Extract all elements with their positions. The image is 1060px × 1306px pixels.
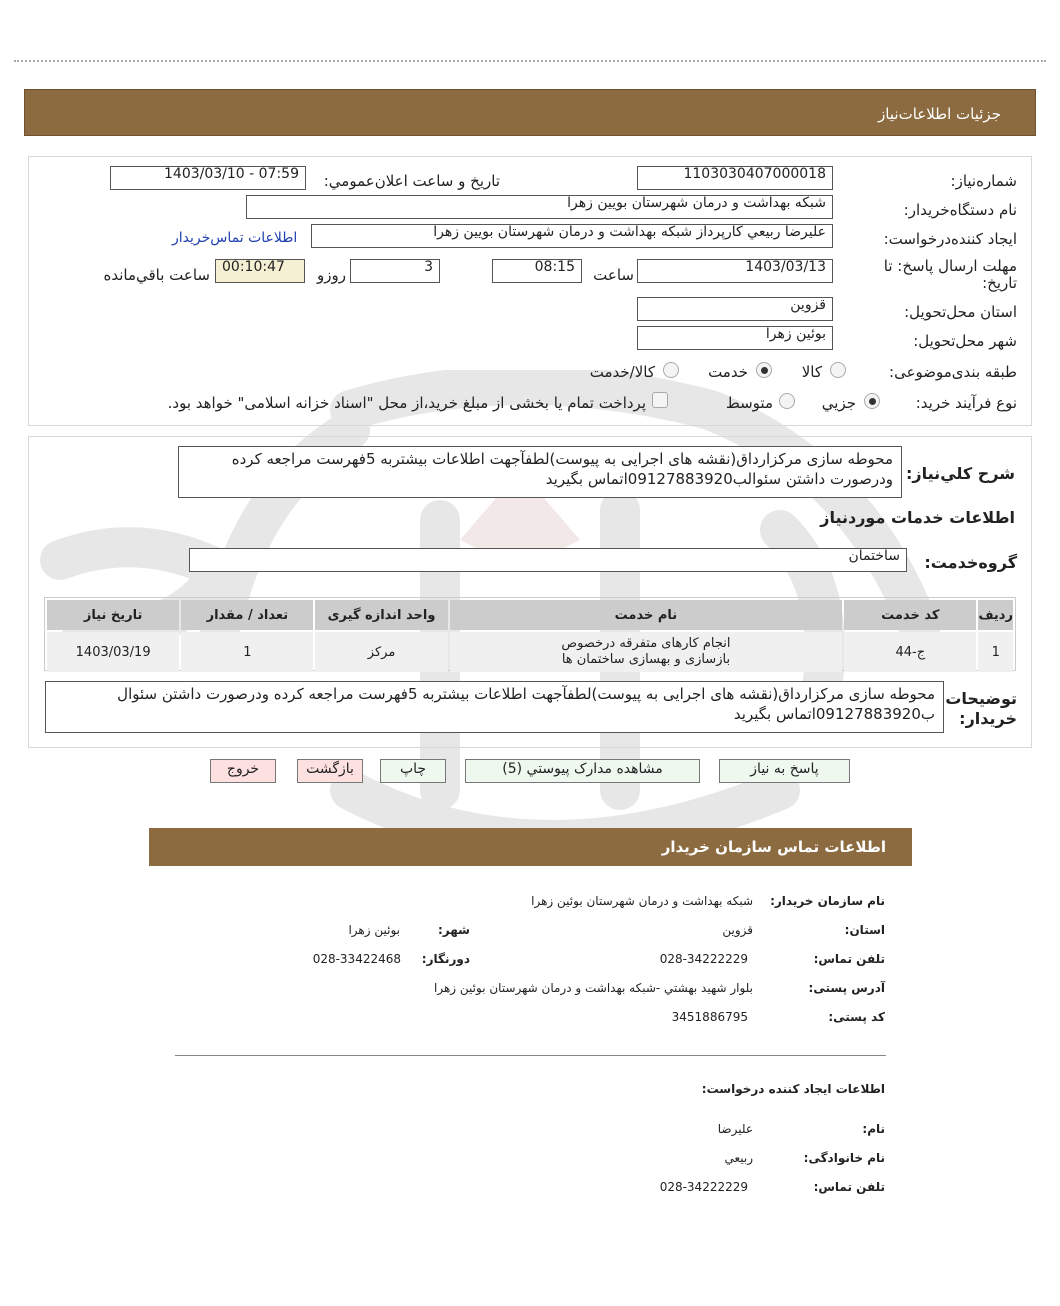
creator-name-label: نام: bbox=[862, 1122, 885, 1136]
buyer-notes-text: محوطه سازی مرکزارداق(نقشه های اجرایی به پیوست)لطفآجهت اطلاعات بیشتربه 5فهرست مراجعه کرده ودرصورت داشتن سئوال ب09127883920اتماس بگیرید bbox=[45, 681, 944, 733]
service-group-label: گروه‌خدمت: bbox=[924, 553, 1017, 572]
announce-datetime-label: تاريخ و ساعت اعلان‌عمومي: bbox=[323, 172, 500, 190]
contact-header-title: اطلاعات تماس سازمان خريدار bbox=[661, 838, 886, 856]
creator-name-value: عليرضا bbox=[717, 1122, 753, 1136]
days-label: روزو bbox=[317, 266, 346, 284]
view-documents-button[interactable]: مشاهده مدارک پيوستي (5) bbox=[465, 759, 700, 783]
process-medium-radio[interactable] bbox=[779, 393, 795, 409]
province-label: استان محل‌تحويل: bbox=[904, 303, 1017, 321]
category-label: طبقه بندی‌موضوعی: bbox=[889, 363, 1017, 381]
contact-postal-value: 3451886795 bbox=[671, 1010, 748, 1024]
deadline-date-field: 1403/03/13 bbox=[637, 259, 833, 283]
cell-service-name: انجام کارهای متفرقه درخصوص بازسازی و بهسازی ساختمان ها bbox=[450, 632, 843, 672]
creator-phone-value: 028-34222229 bbox=[659, 1180, 748, 1194]
services-heading: اطلاعات خدمات موردنياز bbox=[820, 508, 1015, 527]
creator-info-title: اطلاعات ایجاد کننده درخواست: bbox=[701, 1082, 885, 1096]
city-field: بوئين زهرا bbox=[637, 326, 833, 350]
cell-row: 1 bbox=[978, 632, 1013, 672]
category-service-radio[interactable] bbox=[756, 362, 772, 378]
buyer-org-field: شبکه بهداشت و درمان شهرستان بويين زهرا bbox=[246, 195, 833, 219]
creator-phone-label: تلفن تماس: bbox=[813, 1180, 885, 1194]
process-minor-radio[interactable] bbox=[864, 393, 880, 409]
creator-field: عليرضا ربيعي کارپرداز شبکه بهداشت و درمان شهرستان بويين زهرا bbox=[311, 224, 833, 248]
category-goods-radio[interactable] bbox=[830, 362, 846, 378]
deadline-time-field: 08:15 bbox=[492, 259, 582, 283]
remaining-label: ساعت باقي‌مانده bbox=[103, 266, 210, 284]
contact-province-value: قزوين bbox=[722, 923, 753, 937]
process-minor-label: جزيي bbox=[821, 394, 856, 412]
contact-phone-value: 028-34222229 bbox=[659, 952, 748, 966]
need-number-field: 1103030407000018 bbox=[637, 166, 833, 190]
top-divider bbox=[14, 60, 1046, 62]
buyer-notes-label: توضيحات خريدار: bbox=[945, 689, 1017, 728]
category-both-radio[interactable] bbox=[663, 362, 679, 378]
announce-datetime-field: 1403/03/10 - 07:59 bbox=[110, 166, 306, 190]
contact-postal-label: کد پستی: bbox=[828, 1010, 885, 1024]
need-number-label: شماره‌نیاز: bbox=[950, 172, 1017, 190]
buyer-contact-link[interactable]: اطلاعات تماس‌خريدار bbox=[172, 230, 298, 246]
cell-need-date: 1403/03/19 bbox=[47, 632, 179, 672]
creator-label: ايجاد کننده‌درخواست: bbox=[883, 230, 1017, 248]
service-group-field: ساختمان bbox=[189, 548, 907, 572]
treasury-payment-note: پرداخت تمام يا بخشی از مبلغ خريد،از محل "اسناد خزانه اسلامی" خواهد بود. bbox=[167, 394, 646, 412]
category-both-label: کالا/خدمت bbox=[589, 363, 655, 381]
days-field: 3 bbox=[350, 259, 440, 283]
city-label: شهر محل‌تحويل: bbox=[913, 332, 1017, 350]
deadline-label: مهلت ارسال پاسخ: تا تاریخ: bbox=[883, 257, 1017, 292]
col-service-code: کد خدمت bbox=[844, 600, 976, 630]
buyer-org-label: نام دستگاه‌خريدار: bbox=[903, 201, 1017, 219]
contact-fax-label: دورنگار: bbox=[421, 952, 470, 966]
contact-phone-label: تلفن تماس: bbox=[813, 952, 885, 966]
remaining-time-field: 00:10:47 bbox=[215, 259, 305, 283]
contact-address-value: بلوار شهيد بهشتي -شبکه بهداشت و درمان شهرستان بوئين زهرا bbox=[434, 981, 753, 995]
col-row: رديف bbox=[978, 600, 1013, 630]
details-header-title: جزئیات اطلاعات‌نیاز bbox=[878, 105, 1001, 123]
process-medium-label: متوسط bbox=[725, 394, 773, 412]
exit-button[interactable]: خروج bbox=[210, 759, 276, 783]
col-quantity: تعداد / مقدار bbox=[181, 600, 313, 630]
cell-service-code: ج-44 bbox=[844, 632, 976, 672]
contact-org-label: نام سازمان خريدار: bbox=[770, 894, 885, 908]
cell-quantity: 1 bbox=[181, 632, 313, 672]
contact-city-value: بوئين زهرا bbox=[348, 923, 400, 937]
process-type-label: نوع فرآيند خريد: bbox=[915, 394, 1017, 412]
back-button[interactable]: بازگشت bbox=[297, 759, 363, 783]
services-table-wrap bbox=[44, 597, 1016, 671]
col-service-name: نام خدمت bbox=[450, 600, 843, 630]
cell-unit: مرکز bbox=[315, 632, 447, 672]
contact-fax-value: 028-33422468 bbox=[312, 952, 401, 966]
contact-header-bar bbox=[149, 828, 912, 866]
summary-label: شرح کلي‌نياز: bbox=[906, 464, 1015, 483]
contact-address-label: آدرس پستی: bbox=[808, 981, 885, 995]
contact-city-label: شهر: bbox=[438, 923, 470, 937]
province-field: قزوين bbox=[637, 297, 833, 321]
reply-button[interactable]: پاسخ به نياز bbox=[719, 759, 850, 783]
contact-province-label: استان: bbox=[844, 923, 885, 937]
contact-divider bbox=[175, 1055, 886, 1056]
summary-text: محوطه سازی مرکزارداق(نقشه های اجرایی به پیوست)لطفآجهت اطلاعات بیشتربه 5فهرست مراجعه کرده ودرصورت داشتن سئوالب09127883920اتماس بگیرید bbox=[178, 446, 902, 498]
table-row bbox=[47, 632, 1013, 672]
contact-org-value: شبکه بهداشت و درمان شهرستان بوئين زهرا bbox=[531, 894, 753, 908]
col-unit: واحد اندازه گيری bbox=[315, 600, 447, 630]
col-need-date: تاريخ نياز bbox=[47, 600, 179, 630]
creator-family-label: نام خانوادگی: bbox=[803, 1151, 885, 1165]
category-goods-label: کالا bbox=[801, 363, 822, 381]
treasury-payment-checkbox[interactable] bbox=[652, 392, 668, 408]
print-button[interactable]: چاپ bbox=[380, 759, 446, 783]
creator-family-value: ربيعي bbox=[724, 1151, 753, 1165]
details-header-bar bbox=[24, 89, 1036, 136]
deadline-time-label: ساعت bbox=[593, 266, 634, 284]
services-table bbox=[45, 598, 1015, 674]
category-service-label: خدمت bbox=[708, 363, 748, 381]
